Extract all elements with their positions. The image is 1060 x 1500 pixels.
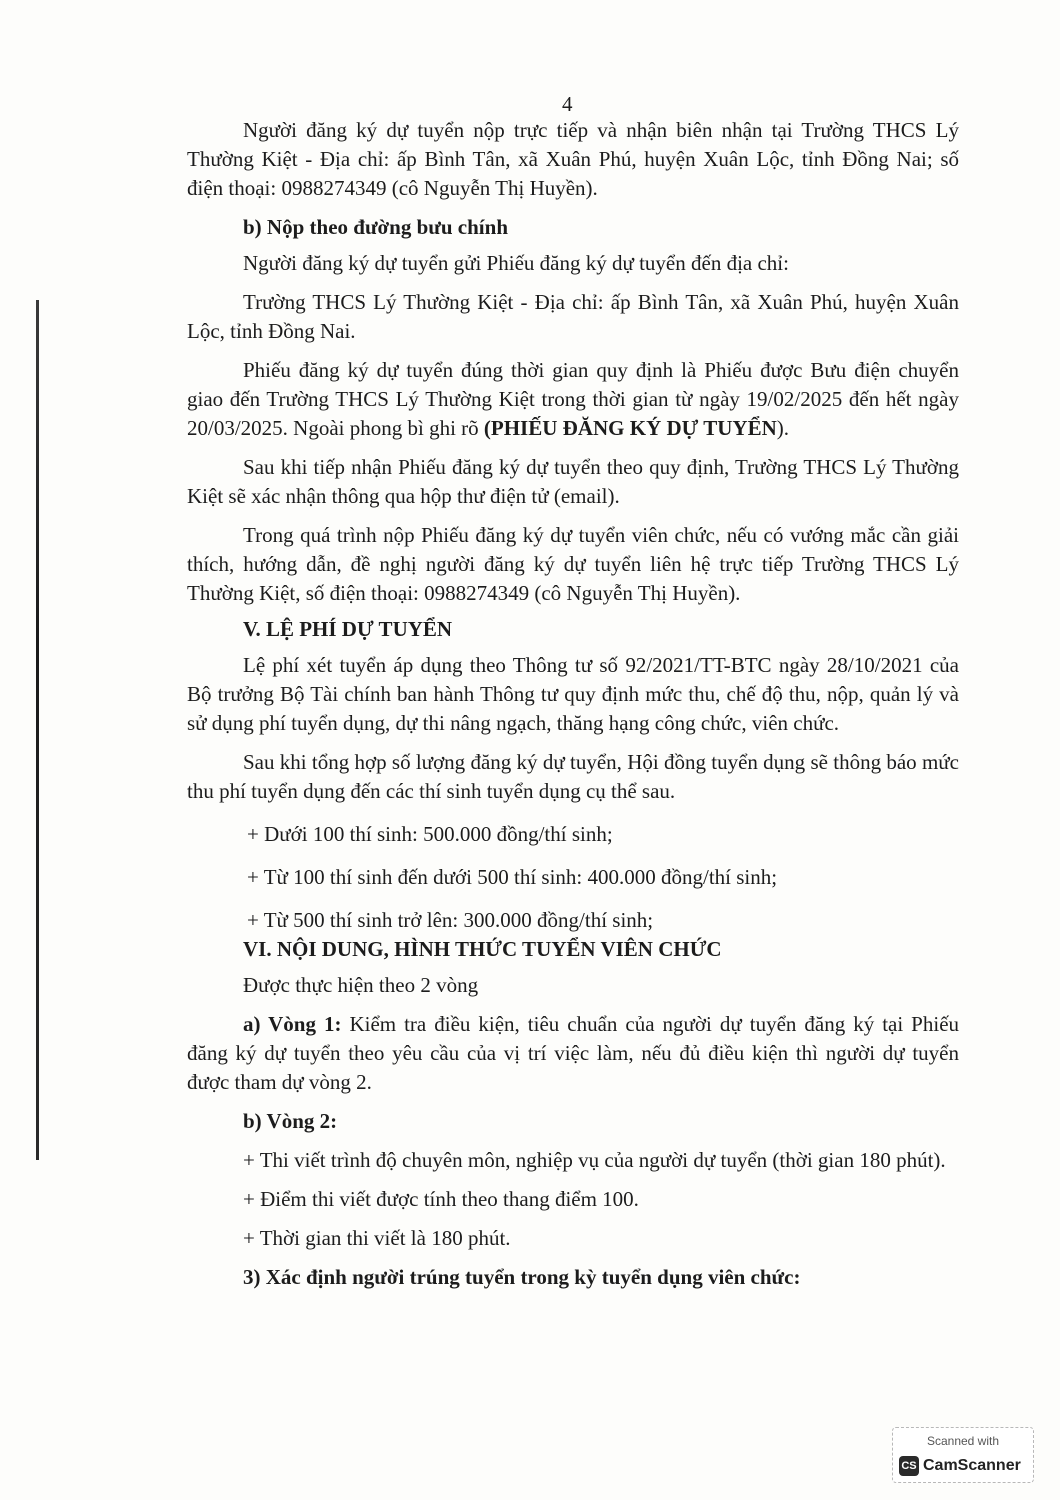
round-1-text: Kiểm tra điều kiện, tiêu chuẩn của người dự tuyển đăng ký tại Phiếu đăng ký dự tuyển theo yêu cầu của vị trí việc làm, nếu đủ điều kiện thì người dự tuyển được tham dự vòng 2. <box>187 1012 960 1094</box>
fee-item-100-to-500: + Từ 100 thí sinh đến dưới 500 thí sinh: 400.000 đồng/thí sinh; <box>247 865 778 889</box>
paragraph-round-1 <box>187 1010 959 1097</box>
scan-page-edge <box>36 300 39 1160</box>
heading-round-2: b) Vòng 2: <box>243 1109 338 1133</box>
paragraph-fee-notice: Sau khi tổng hợp số lượng đăng ký dự tuyển, Hội đồng tuyển dụng sẽ thông báo mức thu phí tuyển dụng đến các thí sinh tuyển dụng cụ thể sau. <box>187 750 959 803</box>
paragraph-postal-intro: Người đăng ký dự tuyển gửi Phiếu đăng ký dự tuyển đến địa chỉ: <box>243 251 789 275</box>
round-2-score-scale: + Điểm thi viết được tính theo thang điểm 100. <box>243 1187 639 1211</box>
round-2-written-exam: + Thi viết trình độ chuyên môn, nghiệp vụ của người dự tuyển (thời gian 180 phút). <box>243 1148 946 1172</box>
document-body <box>187 116 959 1292</box>
heading-section-v: V. LỆ PHÍ DỰ TUYỂN <box>243 617 453 641</box>
paragraph-contact: Trong quá trình nộp Phiếu đăng ký dự tuyển viên chức, nếu có vướng mắc cần giải thích, hướng dẫn, đề nghị người đăng ký dự tuyển liên hệ trực tiếp Trường THCS Lý Thường Kiệt, số điện thoại: 0988274349 (cô Nguyễn Thị Huyền). <box>187 523 959 605</box>
paragraph-fee-regulation: Lệ phí xét tuyển áp dụng theo Thông tư số 92/2021/TT-BTC ngày 28/10/2021 của Bộ trưởng Bộ Tài chính ban hành Thông tư quy định mức thu, chế độ thu, nộp, quản lý và sử dụng phí tuyển dụng, dự thi nâng ngạch, thăng hạng công chức, viên chức. <box>187 653 959 735</box>
fee-item-under-100: + Dưới 100 thí sinh: 500.000 đồng/thí sinh; <box>247 822 613 846</box>
heading-determine-winners: 3) Xác định người trúng tuyển trong kỳ tuyển dụng viên chức: <box>243 1265 801 1289</box>
envelope-label: (PHIẾU ĐĂNG KÝ DỰ TUYỂN <box>483 416 777 440</box>
paragraph-postal-address: Trường THCS Lý Thường Kiệt - Địa chỉ: ấp Bình Tân, xã Xuân Phú, huyện Xuân Lộc, tỉnh Đồng Nai. <box>187 290 959 343</box>
round-1-label: a) Vòng 1: <box>243 1012 342 1036</box>
camscanner-watermark <box>892 1427 1034 1483</box>
deadline-end: ). <box>776 416 789 440</box>
round-2-exam-duration: + Thời gian thi viết là 180 phút. <box>243 1226 511 1250</box>
heading-postal-submission: b) Nộp theo đường bưu chính <box>243 215 509 239</box>
deadline-text: Phiếu đăng ký dự tuyển đúng thời gian quy định là Phiếu được Bưu điện chuyển giao đến Trường THCS Lý Thường Kiệt trong thời gian từ ngày 19/02/2025 đến hết ngày 20/03/2025. Ngoài phong bì ghi rõ <box>187 358 959 440</box>
camscanner-logo-icon: CS <box>899 1456 919 1476</box>
paragraph-two-rounds: Được thực hiện theo 2 vòng <box>243 973 479 997</box>
page-number: 4 <box>562 92 573 116</box>
paragraph-direct-submission: Người đăng ký dự tuyển nộp trực tiếp và nhận biên nhận tại Trường THCS Lý Thường Kiệt - Địa chỉ: ấp Bình Tân, xã Xuân Phú, huyện Xuân Lộc, tỉnh Đồng Nai; số điện thoại: 0988274349 (cô Nguyễn Thị Huyền). <box>187 118 959 200</box>
watermark-caption: Scanned with <box>926 1434 1000 1448</box>
fee-item-over-500: + Từ 500 thí sinh trở lên: 300.000 đồng/thí sinh; <box>247 908 654 932</box>
watermark-brand: CamScanner <box>923 1457 1021 1474</box>
heading-section-vi: VI. NỘI DUNG, HÌNH THỨC TUYỂN VIÊN CHỨC <box>243 937 722 961</box>
paragraph-postal-deadline <box>187 356 959 443</box>
paragraph-email-confirmation: Sau khi tiếp nhận Phiếu đăng ký dự tuyển theo quy định, Trường THCS Lý Thường Kiệt sẽ xác nhận thông qua hộp thư điện tử (email). <box>187 455 959 508</box>
